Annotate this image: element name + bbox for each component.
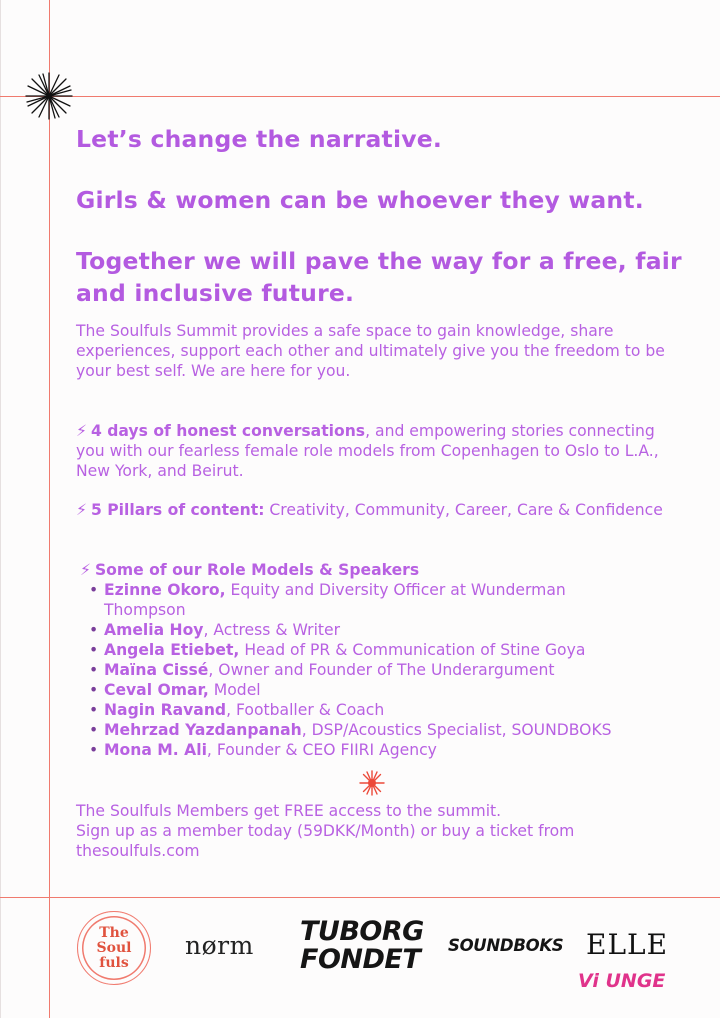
soulfuls-logo-line: fuls [99, 955, 129, 971]
point-five-pillars [76, 500, 686, 520]
membership-text [76, 801, 686, 861]
speaker-item [86, 640, 646, 660]
page-edge [0, 0, 1, 1018]
speaker-name: Ceval Omar, [104, 681, 209, 699]
speakers-heading [80, 560, 690, 580]
headline-narrative: Let’s change the narrative. [76, 125, 443, 153]
lightning-icon: ⚡ [76, 422, 87, 440]
speaker-item [86, 620, 646, 640]
tuborg-logo-line: FONDET [300, 944, 421, 975]
speaker-item [86, 740, 646, 760]
speaker-name: Mona M. Ali [104, 741, 207, 759]
sponsor-logos [0, 898, 720, 1018]
soulfuls-logo [77, 911, 151, 985]
soulfuls-logo-line: Soul [96, 940, 132, 956]
top-rule [0, 96, 720, 97]
speaker-item [86, 660, 646, 680]
lightning-icon: ⚡ [80, 561, 91, 579]
soulfuls-logo-line: The [99, 925, 129, 941]
lightning-icon: ⚡ [76, 501, 87, 519]
speaker-role: , Founder & CEO FIIRI Agency [206, 741, 437, 759]
speaker-item [86, 720, 646, 740]
vertical-rule [49, 0, 50, 1018]
speakers-heading-text: Some of our Role Models & Speakers [94, 561, 420, 579]
speaker-role: , Actress & Writer [203, 621, 341, 639]
elle-logo: ELLE [586, 928, 669, 961]
membership-line-2: Sign up as a member today (59DKK/Month) or buy a ticket from thesoulfuls.com [76, 822, 575, 860]
speaker-role: Head of PR & Communication of Stine Goya [239, 641, 586, 659]
vi-unge-logo: Vi UNGE [578, 970, 666, 992]
speaker-name: Maïna Cissé [104, 661, 209, 679]
tuborg-fondet-logo [300, 916, 424, 975]
speaker-role: Model [208, 681, 261, 699]
sparkle-icon [359, 770, 385, 796]
point-five-pillars-text: Creativity, Community, Career, Care & Confidence [264, 501, 663, 519]
norm-logo: nørm [185, 931, 254, 960]
speaker-name: Ezinne Okoro, [104, 581, 226, 599]
speaker-item [86, 580, 646, 620]
headline-girls-women: Girls & women can be whoever they want. [76, 186, 644, 214]
soundboks-logo: SOUNDBOKS [448, 936, 564, 955]
speaker-name: Amelia Hoy [104, 621, 204, 639]
speaker-item [86, 700, 646, 720]
speaker-name: Mehrzad Yazdanpanah [104, 721, 302, 739]
point-four-days [76, 421, 686, 481]
speaker-list [86, 580, 646, 760]
speaker-role: Equity and Diversity Officer at Wunderman Thompson [104, 581, 566, 619]
starburst-icon [24, 71, 74, 121]
point-four-days-text: , and empowering stories connecting you with our fearless female role models from Copenhagen to Oslo to L.A., New York, and Beirut. [76, 422, 659, 480]
tuborg-logo-line: TUBORG [300, 916, 424, 947]
point-five-pillars-bold: 5 Pillars of content: [90, 501, 265, 519]
speaker-name: Angela Etiebet, [104, 641, 240, 659]
speaker-role: , Footballer & Coach [226, 701, 385, 719]
membership-line-1: The Soulfuls Members get FREE access to the summit. [76, 802, 502, 820]
speaker-role: , Owner and Founder of The Underargument [208, 661, 555, 679]
speaker-name: Nagin Ravand [104, 701, 227, 719]
point-four-days-bold: 4 days of honest conversations [90, 422, 366, 440]
speaker-item [86, 680, 646, 700]
speaker-role: , DSP/Acoustics Specialist, SOUNDBOKS [301, 721, 612, 739]
headline-together: Together we will pave the way for a free, fair and inclusive future. [76, 247, 682, 307]
intro-paragraph: The Soulfuls Summit provides a safe space to gain knowledge, share experiences, support each other and ultimately give you the freedom to be your best self. We are here for you. [76, 322, 665, 380]
